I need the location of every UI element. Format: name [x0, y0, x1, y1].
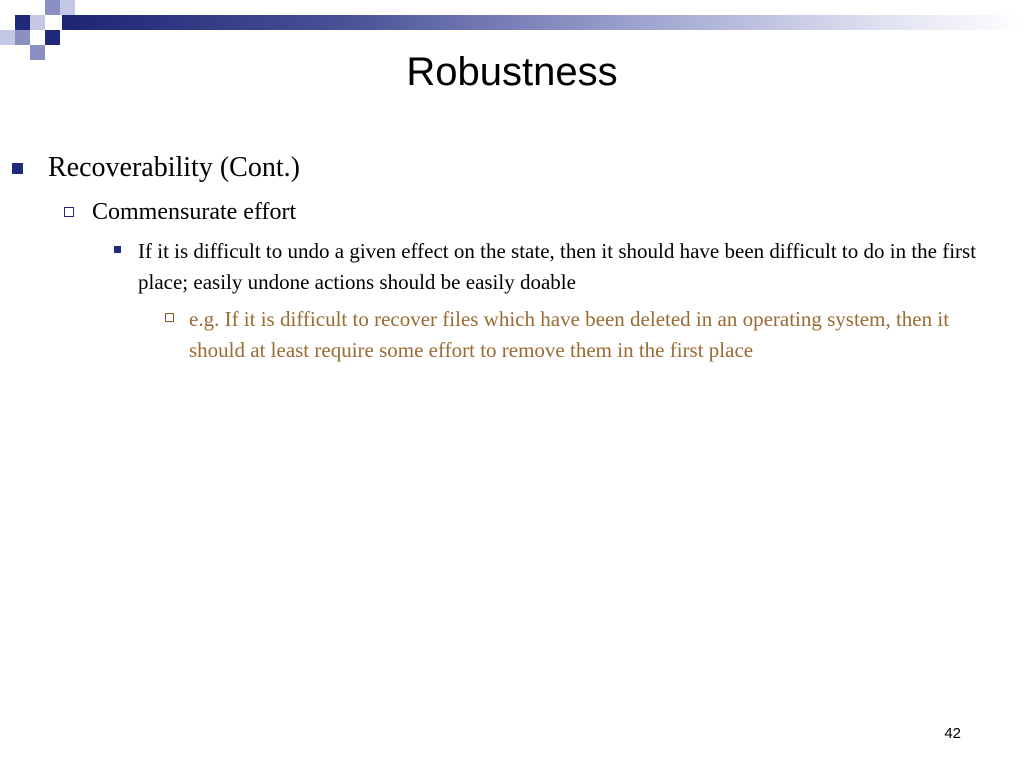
- bullet-level-4: [165, 304, 995, 366]
- bullet-level-1-text: Recoverability (Cont.): [48, 152, 300, 183]
- bullet-level-4-text: e.g. If it is difficult to recover files which have been deleted in an operating system, then it should at least require some effort to remove them in the first place: [189, 307, 950, 362]
- bullet-level-3: [114, 236, 994, 298]
- square-bullet-icon: [12, 163, 23, 174]
- page-number: 42: [944, 725, 961, 742]
- hollow-square-bullet-icon: [64, 207, 74, 217]
- hollow-square-bullet-icon: [165, 313, 174, 322]
- bullet-level-2-text: Commensurate effort: [92, 199, 297, 225]
- bullet-level-1: [12, 151, 300, 185]
- bullet-level-2: [64, 198, 296, 226]
- bullet-level-3-text: If it is difficult to undo a given effect on the state, then it should have been difficult to do in the first place; easily undone actions should be easily doable: [138, 239, 977, 294]
- slide-title: Robustness: [406, 50, 618, 94]
- square-bullet-icon: [114, 246, 121, 253]
